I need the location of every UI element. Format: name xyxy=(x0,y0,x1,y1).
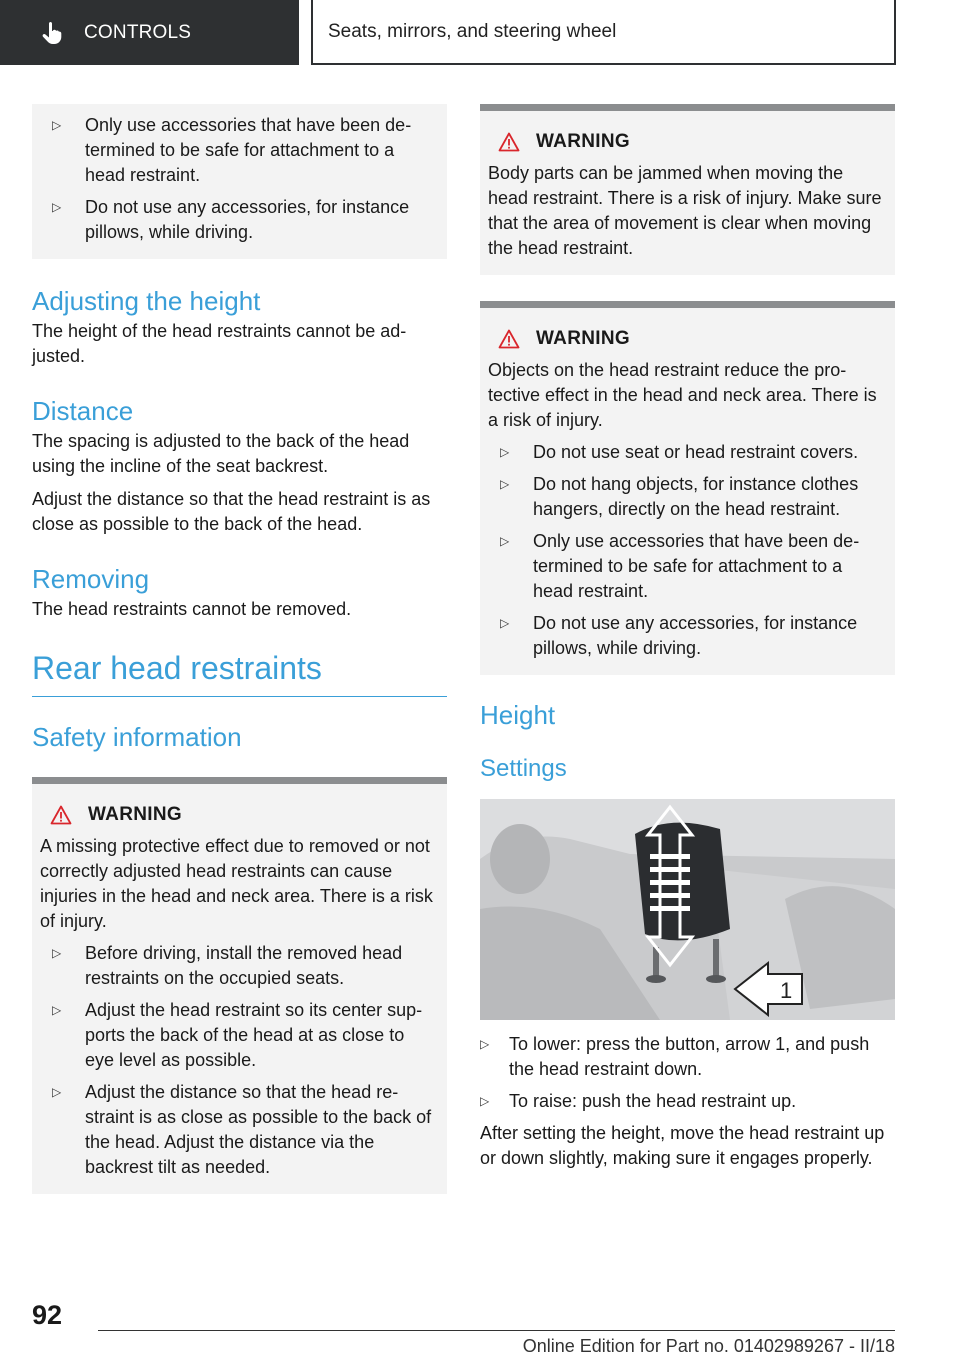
warning-header xyxy=(50,804,437,826)
warning-triangle-icon xyxy=(498,329,520,349)
list-item: ▷ Do not use seat or head restraint covers. xyxy=(500,440,885,465)
warning-box-body-parts xyxy=(480,104,895,275)
distance-text-1: The spacing is adjusted to the back of the head using the incline of the seat backrest. xyxy=(32,431,410,476)
list-item: ▷ Only use accessories that have been de-termined to be safe for attachment to a head restraint. xyxy=(500,529,885,604)
warning-label: WARNING xyxy=(536,131,630,152)
footer-divider xyxy=(98,1330,895,1331)
height-heading: Height xyxy=(480,700,556,730)
head-restraint-photo xyxy=(480,799,895,1020)
list-item: ▷ To lower: press the button, arrow 1, and push the head restraint down. xyxy=(480,1032,895,1082)
right-column xyxy=(480,104,895,1171)
settings-heading: Settings xyxy=(480,755,567,782)
header-chapter-label: Seats, mirrors, and steering wheel xyxy=(328,20,617,42)
adjusting-height-heading: Adjusting the height xyxy=(32,286,261,316)
warning-label: WARNING xyxy=(536,328,630,349)
head-restraint-illustration xyxy=(480,799,895,1020)
warning-text: A missing protective effect due to removed or not correctly adjusted head restraints can cause injuries in the head and neck area. There is a risk of injury. xyxy=(40,836,433,931)
warning-triangle-icon xyxy=(50,805,72,825)
warning-triangle-icon xyxy=(498,132,520,152)
settings-list xyxy=(480,1032,895,1114)
list-item: ▷ Before driving, install the removed head restraints on the occupied seats. xyxy=(52,941,437,991)
list-item: ▷ Do not use any accessories, for instance pillows, while driving. xyxy=(52,195,437,245)
rear-head-restraints-heading: Rear head restraints xyxy=(32,650,322,686)
warning-text: Objects on the head restraint reduce the pro-tective effect in the head and neck area. There is a risk of injury. xyxy=(488,360,877,430)
after-setting-text: After setting the height, move the head restraint up or down slightly, making sure it engages properly. xyxy=(480,1123,885,1168)
rear-head-restraints-heading-wrap xyxy=(32,648,447,697)
removing-heading: Removing xyxy=(32,564,150,594)
list-item: ▷ To raise: push the head restraint up. xyxy=(480,1089,895,1114)
warning-box-missing-restraints xyxy=(32,777,447,1194)
header-chapter-box xyxy=(311,0,896,65)
safety-information-heading: Safety information xyxy=(32,722,242,752)
distance-text-2: Adjust the distance so that the head restraint is as close as possible to the back of the head. xyxy=(32,489,431,534)
warning-box-objects xyxy=(480,301,895,675)
header-section-label: CONTROLS xyxy=(84,21,192,43)
distance-heading: Distance xyxy=(32,396,134,426)
list-item: ▷ Only use accessories that have been de-termined to be safe for attachment to a head restraint. xyxy=(52,113,437,188)
removing-text: The head restraints cannot be removed. xyxy=(32,599,352,619)
photo-callout-1: 1 xyxy=(780,978,793,1003)
accessories-note-box xyxy=(32,104,447,259)
warning-list xyxy=(52,941,437,1180)
list-item: ▷ Adjust the distance so that the head re-straint is as close as possible to the back of the head. Adjust the distance via the backrest tilt as needed. xyxy=(52,1080,437,1180)
footer-edition: Online Edition for Part no. 01402989267 - II/18 xyxy=(522,1336,895,1356)
header-section-tab xyxy=(0,0,299,65)
adjusting-height-text: The height of the head restraints cannot be ad-justed. xyxy=(32,321,407,366)
hand-pointer-icon xyxy=(40,21,64,45)
warning-header xyxy=(498,328,885,350)
warning-text: Body parts can be jammed when moving the head restraint. There is a risk of injury. Make sure that the area of movement is clear when moving the head restraint. xyxy=(488,163,882,258)
warning-header xyxy=(498,131,885,153)
warning-list xyxy=(500,440,885,661)
page-number: 92 xyxy=(32,1300,63,1330)
list-item: ▷ Adjust the head restraint so its center sup-ports the back of the head at as close to eye level as possible. xyxy=(52,998,437,1073)
list-item: ▷ Do not use any accessories, for instance pillows, while driving. xyxy=(500,611,885,661)
accessories-list xyxy=(52,113,437,245)
left-column xyxy=(32,104,447,1194)
list-item: ▷ Do not hang objects, for instance clothes hangers, directly on the head restraint. xyxy=(500,472,885,522)
warning-label: WARNING xyxy=(88,804,182,825)
